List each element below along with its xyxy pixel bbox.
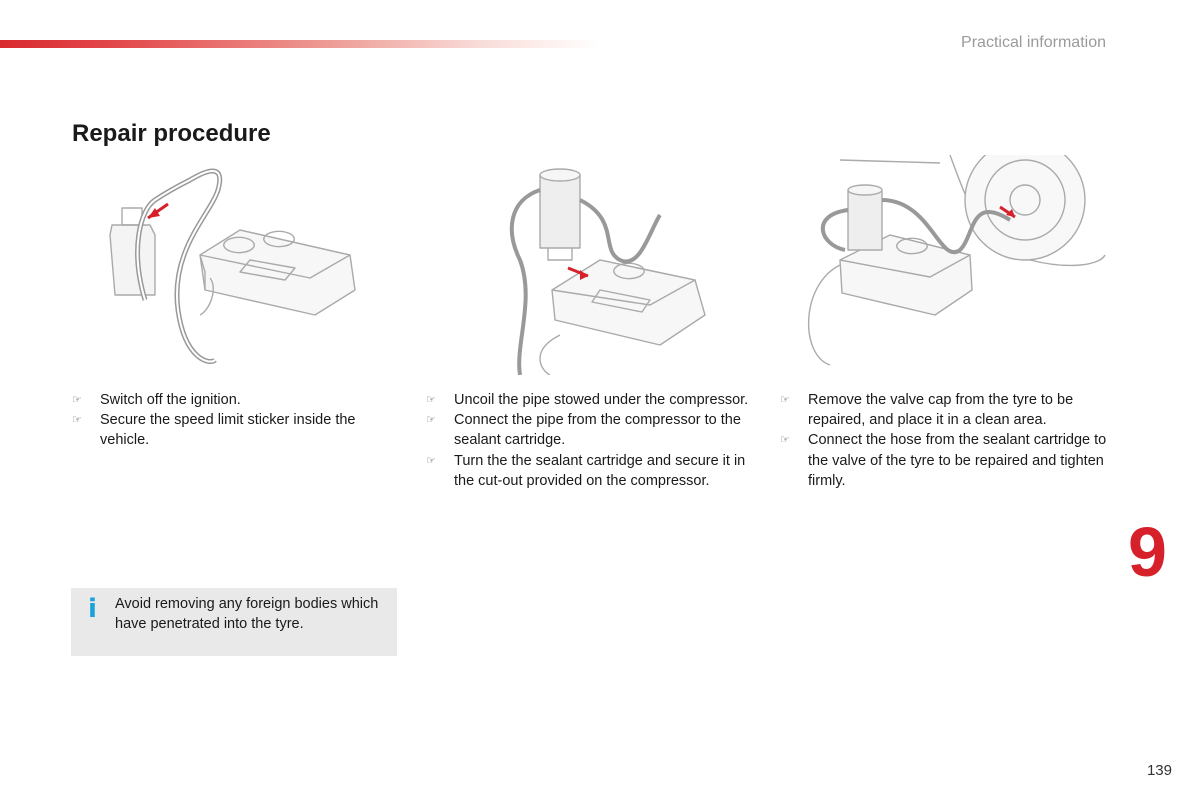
page-number: 139	[1146, 762, 1172, 779]
pointing-hand-icon: ☞	[780, 394, 790, 406]
list-item: ☞ Uncoil the pipe stowed under the compressor.	[426, 390, 756, 410]
list-item: ☞ Secure the speed limit sticker inside the vehicle.	[72, 412, 356, 449]
header-accent-bar	[0, 40, 600, 48]
chapter-number: 9	[1128, 513, 1167, 591]
info-icon: i	[88, 594, 97, 624]
list-item: ☞ Remove the valve cap from the tyre to be repaired, and place it in a clean area.	[780, 392, 1074, 429]
pointing-hand-icon: ☞	[426, 394, 436, 406]
info-text: Avoid removing any foreign bodies which have penetrated into the tyre.	[115, 596, 379, 633]
list-item: ☞ Turn the the sealant cartridge and secure it in the cut-out provided on the compressor.	[426, 452, 746, 489]
pointing-hand-icon: ☞	[780, 434, 790, 447]
steps-column-3	[780, 390, 1110, 491]
pointing-hand-icon: ☞	[426, 454, 436, 467]
list-item: ☞ Connect the hose from the sealant cartridge to the valve of the tyre to be repaired and tighten firmly.	[780, 432, 1107, 489]
illustration-sealant-bottle	[100, 160, 370, 375]
list-item: ☞ Switch off the ignition.	[72, 390, 372, 410]
section-title: Practical information	[961, 34, 1106, 51]
pointing-hand-icon: ☞	[72, 394, 82, 406]
steps-column-2	[426, 390, 756, 491]
illustration-compressor-cartridge	[500, 160, 720, 375]
illustration-tyre-connection	[800, 155, 1110, 375]
steps-column-1	[72, 390, 372, 451]
list-item: ☞ Connect the pipe from the compressor to the sealant cartridge.	[426, 412, 741, 449]
page-title: Repair procedure	[72, 120, 271, 147]
pointing-hand-icon: ☞	[426, 414, 436, 427]
info-box	[71, 588, 397, 656]
pointing-hand-icon: ☞	[72, 414, 82, 427]
